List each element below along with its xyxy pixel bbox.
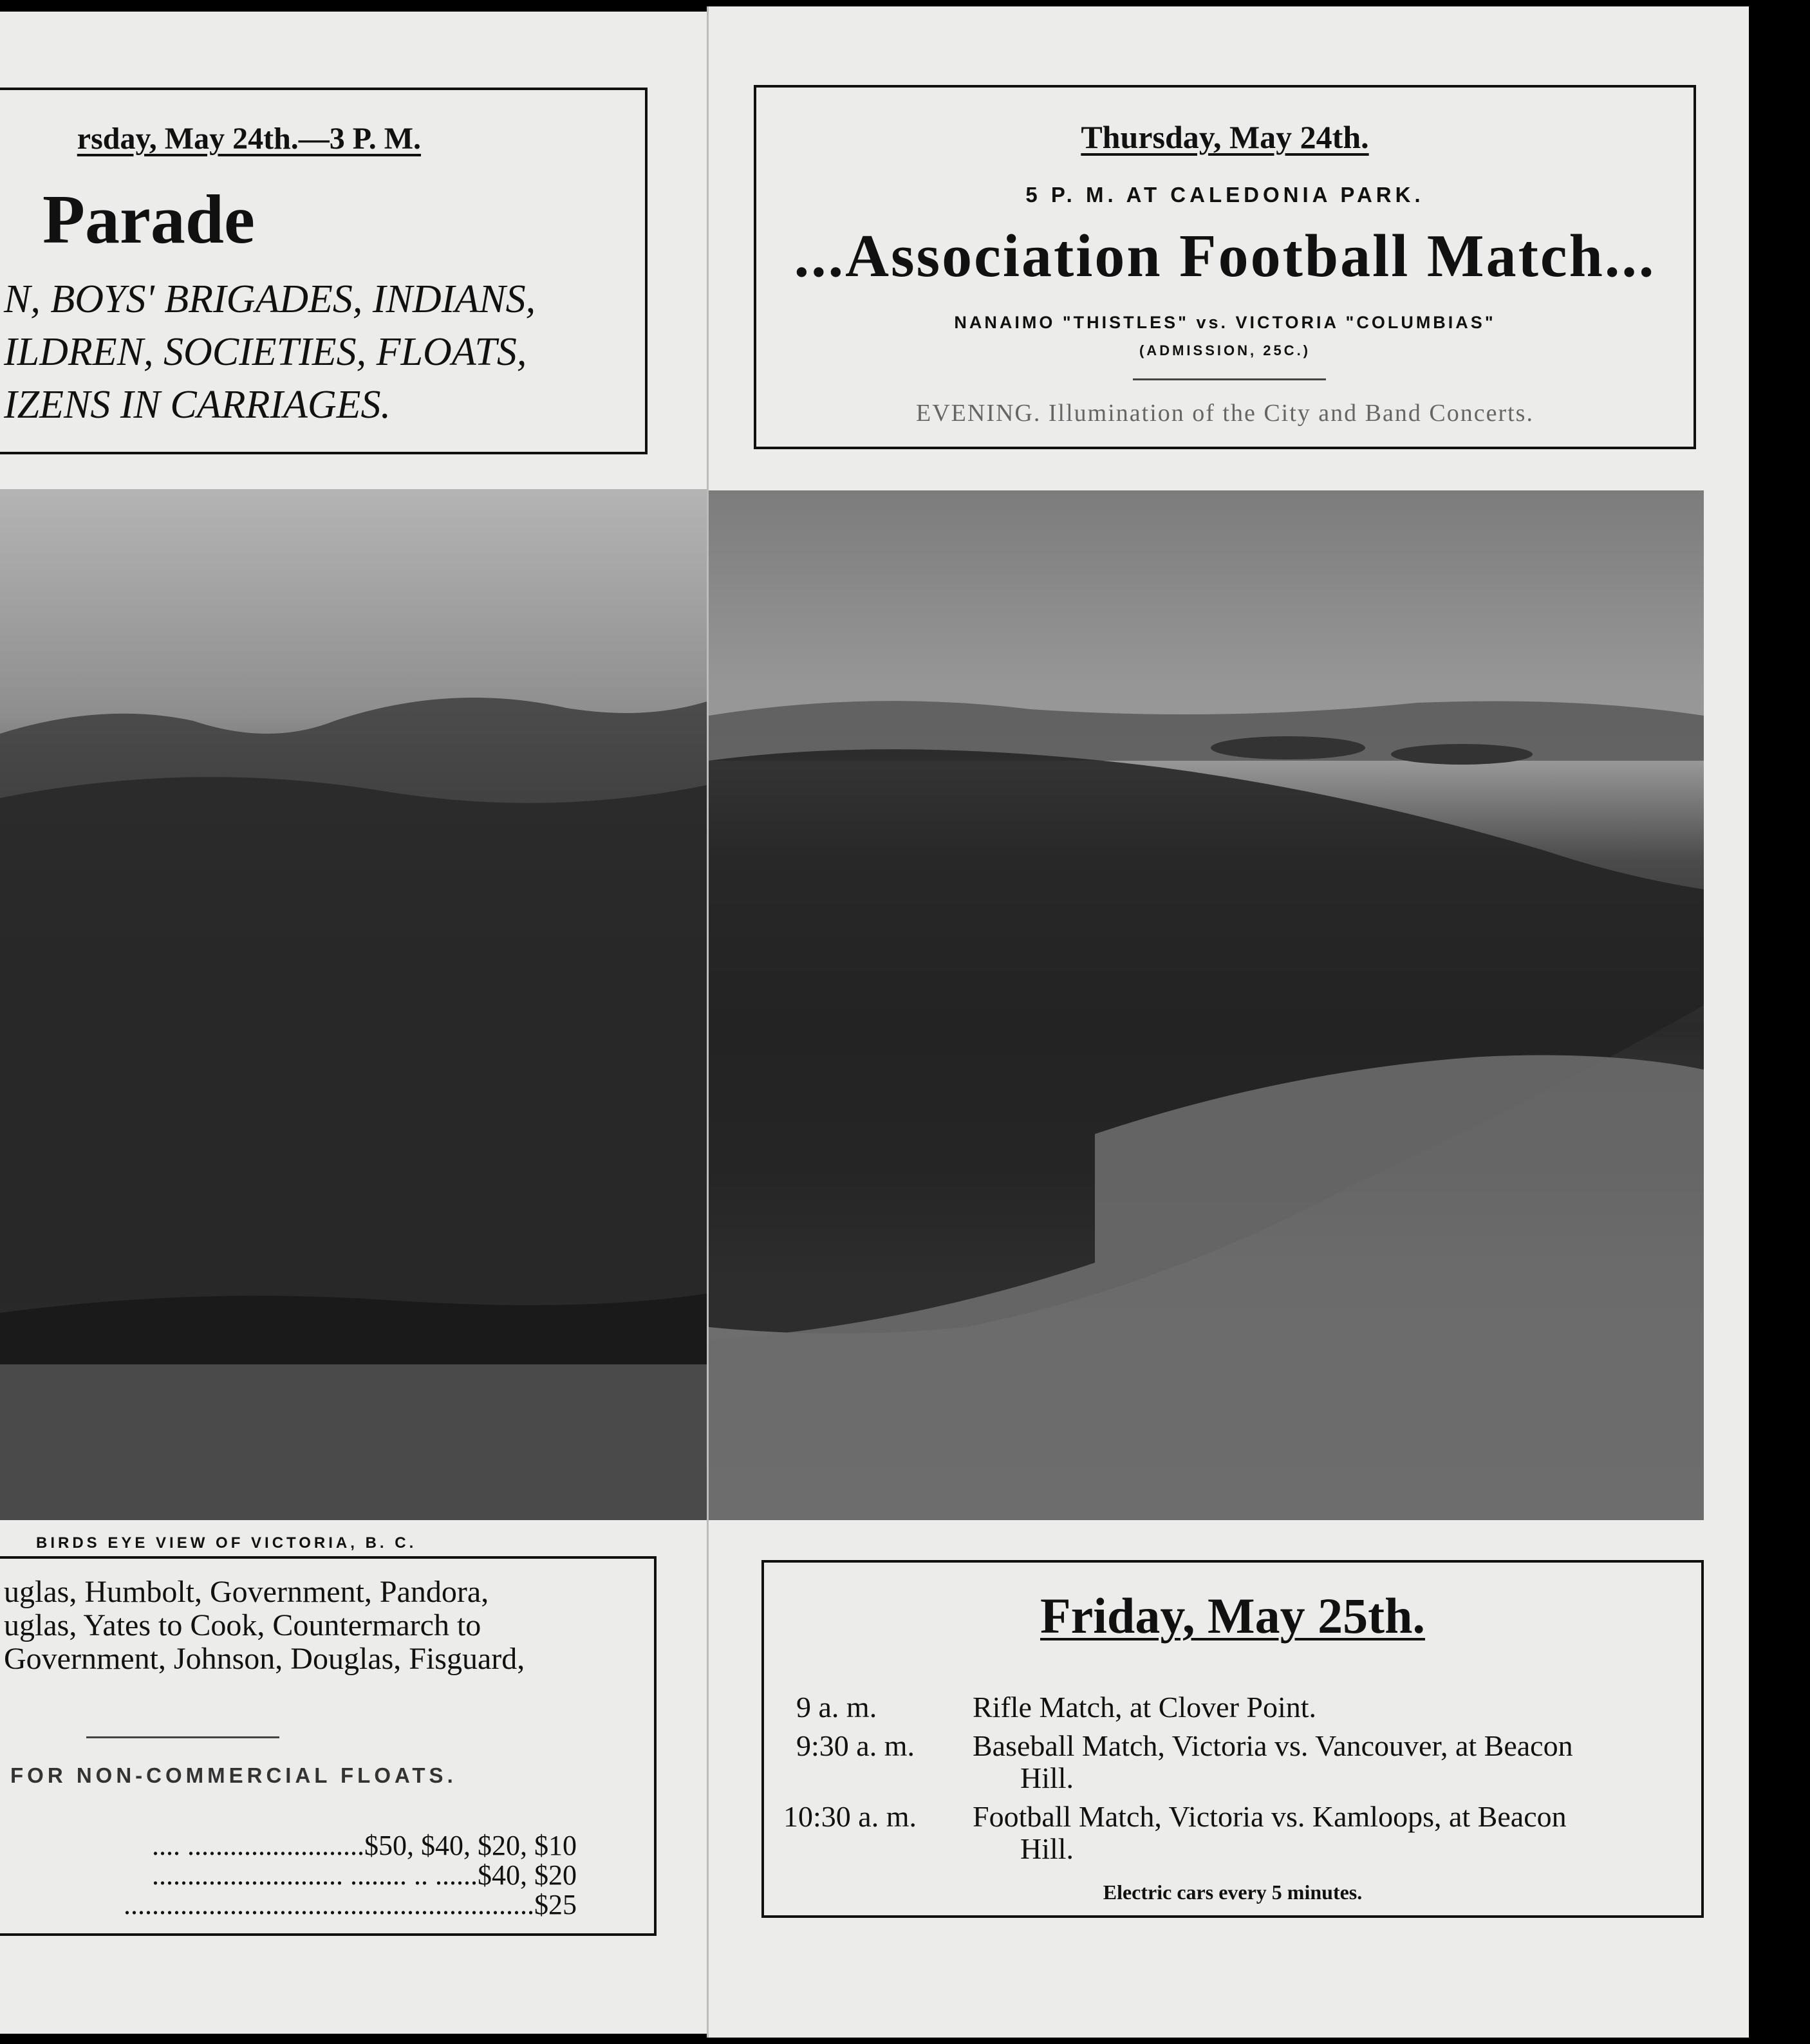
parade-line-3: IZENS IN CARRIAGES. bbox=[4, 383, 391, 427]
event-3-time: 10:30 a. m. bbox=[783, 1800, 917, 1833]
prize-line-3: ..........................................................$25 bbox=[124, 1889, 577, 1920]
prize-heading: FOR NON-COMMERCIAL FLOATS. bbox=[10, 1763, 457, 1787]
birds-eye-illustration-left bbox=[0, 489, 707, 1520]
football-divider bbox=[1133, 378, 1326, 380]
route-box bbox=[0, 1556, 657, 1936]
football-evening: EVENING. Illumination of the City and Band Concerts. bbox=[916, 400, 1534, 427]
left-page bbox=[0, 12, 707, 2034]
route-divider bbox=[86, 1736, 279, 1738]
friday-title: Friday, May 25th. bbox=[1040, 1588, 1425, 1644]
route-line-2: uglas, Yates to Cook, Countermarch to bbox=[4, 1608, 481, 1642]
route-line-1: uglas, Humbolt, Government, Pandora, bbox=[4, 1575, 489, 1609]
event-2-cont: Hill. bbox=[1020, 1761, 1074, 1794]
football-title: ...Association Football Match... bbox=[794, 223, 1656, 290]
parade-date-line: rsday, May 24th.—3 P. M. bbox=[77, 122, 421, 156]
football-box bbox=[754, 85, 1696, 449]
route-line-3: Government, Johnson, Douglas, Fisguard, bbox=[4, 1642, 525, 1676]
right-page bbox=[707, 6, 1749, 2038]
event-2-time: 9:30 a. m. bbox=[796, 1729, 915, 1762]
prize-line-1: .... .........................$50, $40, $20, $10 bbox=[152, 1830, 577, 1861]
parade-line-1: N, BOYS' BRIGADES, INDIANS, bbox=[4, 277, 536, 321]
football-admission: (ADMISSION, 25C.) bbox=[1139, 342, 1311, 358]
friday-box bbox=[761, 1560, 1704, 1918]
football-date-line: Thursday, May 24th. bbox=[1081, 119, 1369, 155]
electric-cars-note: Electric cars every 5 minutes. bbox=[1103, 1881, 1363, 1904]
event-3-cont: Hill. bbox=[1020, 1832, 1074, 1865]
parade-line-2: ILDREN, SOCIETIES, FLOATS, bbox=[4, 330, 527, 374]
illustration-caption: BIRDS EYE VIEW OF VICTORIA, B. C. bbox=[36, 1534, 417, 1552]
football-time-place: 5 P. M. AT CALEDONIA PARK. bbox=[1025, 183, 1424, 207]
event-2-text: Baseball Match, Victoria vs. Vancouver, at Beacon bbox=[973, 1729, 1573, 1762]
parade-title: Parade bbox=[42, 181, 255, 258]
event-1-text: Rifle Match, at Clover Point. bbox=[973, 1691, 1317, 1723]
prize-line-2: ........................... ........ .. ......$40, $20 bbox=[152, 1859, 577, 1891]
birds-eye-illustration-right bbox=[709, 490, 1704, 1520]
event-3-text: Football Match, Victoria vs. Kamloops, at Beacon bbox=[973, 1800, 1567, 1833]
event-1-time: 9 a. m. bbox=[796, 1691, 877, 1723]
football-teams: NANAIMO "THISTLES" vs. VICTORIA "COLUMBIAS" bbox=[954, 313, 1496, 332]
parade-box bbox=[0, 88, 648, 454]
